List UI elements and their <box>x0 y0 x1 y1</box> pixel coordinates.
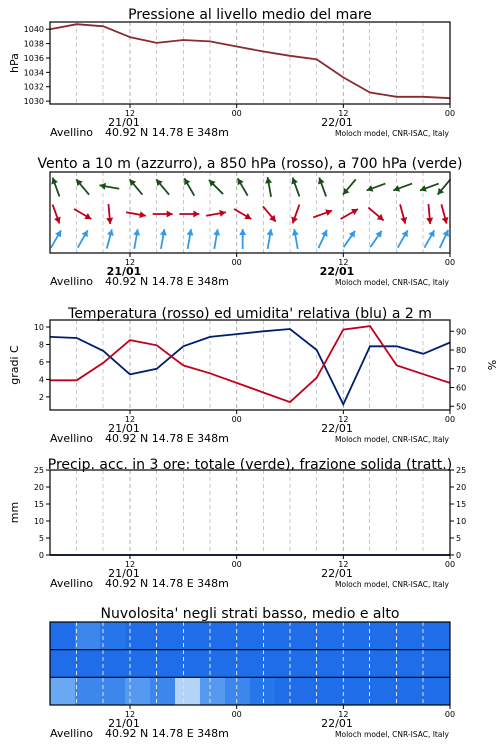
temperature-line-point <box>263 392 264 393</box>
humidity-line-point <box>423 353 424 354</box>
cloud-cell-basso <box>75 677 101 705</box>
cloud-cell-alto <box>275 622 301 650</box>
time-tick-label: 00 <box>444 258 456 267</box>
humidity-line-point <box>236 333 237 334</box>
y-tick-label: 1036 <box>23 53 44 63</box>
model-credit: Moloch model, CNR-ISAC, Italy <box>335 129 449 138</box>
cloud-cell-basso <box>400 677 426 705</box>
y-tick-label-right: 5 <box>456 534 462 543</box>
panel-2 <box>37 156 462 288</box>
y-tick-label-right: 0 <box>456 551 462 560</box>
humidity-line-point <box>343 404 344 405</box>
temperature-line-point <box>343 329 344 330</box>
humidity-line-point <box>209 336 210 337</box>
y-tick-label: 8 <box>38 340 44 350</box>
pressure-line-point <box>423 96 424 97</box>
y-tick-label-right: 60 <box>456 383 467 393</box>
y-tick-label: 10 <box>33 322 44 332</box>
y-tick-label-right: 10 <box>456 517 467 526</box>
cloud-cell-basso <box>275 677 301 705</box>
cloud-cell-alto <box>300 622 326 650</box>
humidity-line-point <box>289 328 290 329</box>
y-tick-label: 1038 <box>23 39 44 49</box>
panel-title: Precip. acc. in 3 ore: totale (verde), frazione solida (tratt.) <box>47 457 453 473</box>
date-label: 22/01 <box>321 567 353 580</box>
pressure-line-point <box>76 24 77 25</box>
pressure-line-point <box>236 46 237 47</box>
temperature-line-point <box>129 339 130 340</box>
cloud-cell-basso <box>250 677 276 705</box>
panel-4 <box>8 457 466 590</box>
pressure-line-point <box>343 77 344 78</box>
station-coords: 40.92 N 14.78 E 348m <box>105 432 229 445</box>
cloud-cell-basso <box>325 677 351 705</box>
y-tick-label-right: 70 <box>456 364 467 374</box>
station-name: Avellino <box>50 275 94 288</box>
pressure-line-point <box>209 41 210 42</box>
time-tick-label: 00 <box>444 109 456 118</box>
y-tick-label: 20 <box>33 483 44 492</box>
cloud-cell-medio <box>100 650 126 678</box>
temperature-line-point <box>316 377 317 378</box>
y-axis-label: hPa <box>8 53 21 73</box>
cloud-cell-basso <box>125 677 151 705</box>
time-tick-label: 12 <box>338 258 349 267</box>
cloud-cell-basso <box>175 677 201 705</box>
time-tick-label: 00 <box>231 710 242 719</box>
cloud-cell-medio <box>250 650 276 678</box>
time-tick-label: 00 <box>231 258 242 267</box>
humidity-line-point <box>103 350 104 351</box>
cloud-cell-basso <box>150 677 176 705</box>
humidity-line-point <box>76 337 77 338</box>
temperature-line-point <box>209 373 210 374</box>
panel-3 <box>8 306 499 445</box>
cloud-cell-alto <box>400 622 426 650</box>
pressure-line-point <box>369 92 370 93</box>
y-tick-label-right: 50 <box>456 402 467 412</box>
date-label: 21/01 <box>108 567 140 580</box>
time-tick-label: 12 <box>124 560 136 569</box>
time-tick-label: 12 <box>338 710 349 719</box>
y-axis-label-right: % <box>486 359 499 371</box>
time-tick-label: 12 <box>124 710 136 719</box>
y-tick-label: 0 <box>38 551 44 560</box>
humidity-line-point <box>129 374 130 375</box>
humidity-line-point <box>156 368 157 369</box>
time-tick-label: 00 <box>231 109 242 118</box>
panel-5 <box>50 606 455 740</box>
y-tick-label: 10 <box>33 517 44 526</box>
temperature-line-point <box>396 365 397 366</box>
y-tick-label: 15 <box>33 500 44 509</box>
cloud-cell-medio <box>325 650 351 678</box>
humidity-line-point <box>183 346 184 347</box>
time-tick-label: 00 <box>444 415 456 424</box>
y-tick-label: 5 <box>38 534 44 543</box>
panel-title: Vento a 10 m (azzurro), a 850 hPa (rosso), a 700 hPa (verde) <box>37 156 463 172</box>
cloud-cell-basso <box>425 677 451 705</box>
cloud-cell-basso <box>300 677 326 705</box>
pressure-line-point <box>289 55 290 56</box>
cloud-cell-alto <box>150 622 176 650</box>
cloud-cell-medio <box>275 650 301 678</box>
panel-1 <box>8 7 455 139</box>
temperature-line-point <box>369 326 370 327</box>
date-label: 21/01 <box>108 422 140 435</box>
station-coords: 40.92 N 14.78 E 348m <box>105 727 229 740</box>
time-tick-label: 12 <box>338 109 349 118</box>
humidity-line-point <box>369 346 370 347</box>
date-label: 21/01 <box>106 265 142 278</box>
cloud-cell-basso <box>350 677 376 705</box>
cloud-cell-basso <box>100 677 126 705</box>
cloud-cell-medio <box>125 650 151 678</box>
y-tick-label: 1032 <box>23 82 44 92</box>
time-tick-label: 12 <box>124 258 136 267</box>
cloud-cell-medio <box>50 650 76 678</box>
cloud-cell-basso <box>50 677 76 705</box>
humidity-line-point <box>396 346 397 347</box>
cloud-cell-alto <box>50 622 76 650</box>
date-label: 21/01 <box>108 717 140 730</box>
y-tick-label-right: 90 <box>456 327 467 337</box>
y-tick-label-right: 25 <box>456 466 467 475</box>
time-tick-label: 00 <box>231 560 242 569</box>
cloud-cell-medio <box>75 650 101 678</box>
cloud-cell-medio <box>225 650 251 678</box>
cloud-cell-alto <box>225 622 251 650</box>
date-label: 22/01 <box>321 116 353 129</box>
cloud-cell-medio <box>400 650 426 678</box>
time-tick-label: 12 <box>338 415 349 424</box>
y-tick-label-right: 80 <box>456 346 467 355</box>
time-tick-label: 12 <box>124 109 136 118</box>
cloud-cell-medio <box>425 650 451 678</box>
date-label: 22/01 <box>321 422 353 435</box>
pressure-line-point <box>129 37 130 38</box>
y-axis-label: mm <box>8 501 21 524</box>
cloud-cell-medio <box>350 650 376 678</box>
station-name: Avellino <box>50 727 94 740</box>
cloud-cell-medio <box>175 650 201 678</box>
y-tick-label: 6 <box>38 357 44 367</box>
cloud-cell-alto <box>425 622 451 650</box>
model-credit: Moloch model, CNR-ISAC, Italy <box>335 278 449 287</box>
y-tick-label: 25 <box>33 466 44 475</box>
temperature-line-point <box>183 365 184 366</box>
plot-area <box>50 470 450 555</box>
cloud-cell-medio <box>300 650 326 678</box>
cloud-cell-alto <box>350 622 376 650</box>
station-name: Avellino <box>50 577 94 590</box>
time-tick-label: 00 <box>444 710 456 719</box>
y-tick-label-right: 20 <box>456 483 467 492</box>
y-tick-label: 1034 <box>23 68 44 78</box>
y-tick-label: 1040 <box>23 25 44 35</box>
y-tick-label-right: 15 <box>456 500 467 509</box>
y-tick-label: 2 <box>38 392 44 402</box>
pressure-line-point <box>263 51 264 52</box>
station-name: Avellino <box>50 432 94 445</box>
panel-title: Pressione al livello medio del mare <box>128 7 372 23</box>
temperature-line-point <box>289 402 290 403</box>
model-credit: Moloch model, CNR-ISAC, Italy <box>335 435 449 444</box>
cloud-cell-alto <box>125 622 151 650</box>
station-name: Avellino <box>50 126 94 139</box>
cloud-cell-alto <box>175 622 201 650</box>
pressure-line-point <box>396 96 397 97</box>
date-label: 22/01 <box>319 265 355 278</box>
cloud-cell-alto <box>325 622 351 650</box>
panel-title: Nuvolosita' negli strati basso, medio e alto <box>100 606 400 622</box>
cloud-cell-alto <box>200 622 226 650</box>
date-label: 22/01 <box>321 717 353 730</box>
model-credit: Moloch model, CNR-ISAC, Italy <box>335 580 449 589</box>
cloud-cell-medio <box>150 650 176 678</box>
y-axis-label: gradi C <box>8 345 21 385</box>
temperature-line-point <box>103 362 104 363</box>
station-coords: 40.92 N 14.78 E 348m <box>105 577 229 590</box>
temperature-line-point <box>156 345 157 346</box>
cloud-cell-alto <box>100 622 126 650</box>
temperature-line-point <box>76 380 77 381</box>
date-label: 21/01 <box>108 116 140 129</box>
pressure-line-point <box>156 42 157 43</box>
station-coords: 40.92 N 14.78 E 348m <box>105 275 229 288</box>
cloud-cell-alto <box>75 622 101 650</box>
pressure-line-point <box>316 59 317 60</box>
pressure-line-point <box>183 39 184 40</box>
time-tick-label: 00 <box>444 560 456 569</box>
cloud-cell-basso <box>225 677 251 705</box>
time-tick-label: 12 <box>338 560 349 569</box>
time-tick-label: 00 <box>231 415 242 424</box>
cloud-cell-medio <box>200 650 226 678</box>
time-tick-label: 12 <box>124 415 136 424</box>
pressure-line-point <box>103 26 104 27</box>
y-tick-label: 1030 <box>23 97 44 107</box>
model-credit: Moloch model, CNR-ISAC, Italy <box>335 730 449 739</box>
humidity-line-point <box>316 349 317 350</box>
panel-title: Temperatura (rosso) ed umidita' relativa (blu) a 2 m <box>68 306 432 322</box>
temperature-line-point <box>236 382 237 383</box>
cloud-cell-alto <box>250 622 276 650</box>
humidity-line-point <box>263 331 264 332</box>
station-coords: 40.92 N 14.78 E 348m <box>105 126 229 139</box>
cloud-cell-basso <box>200 677 226 705</box>
y-tick-label: 4 <box>38 375 44 385</box>
temperature-line-point <box>423 374 424 375</box>
plot-area <box>50 22 450 104</box>
